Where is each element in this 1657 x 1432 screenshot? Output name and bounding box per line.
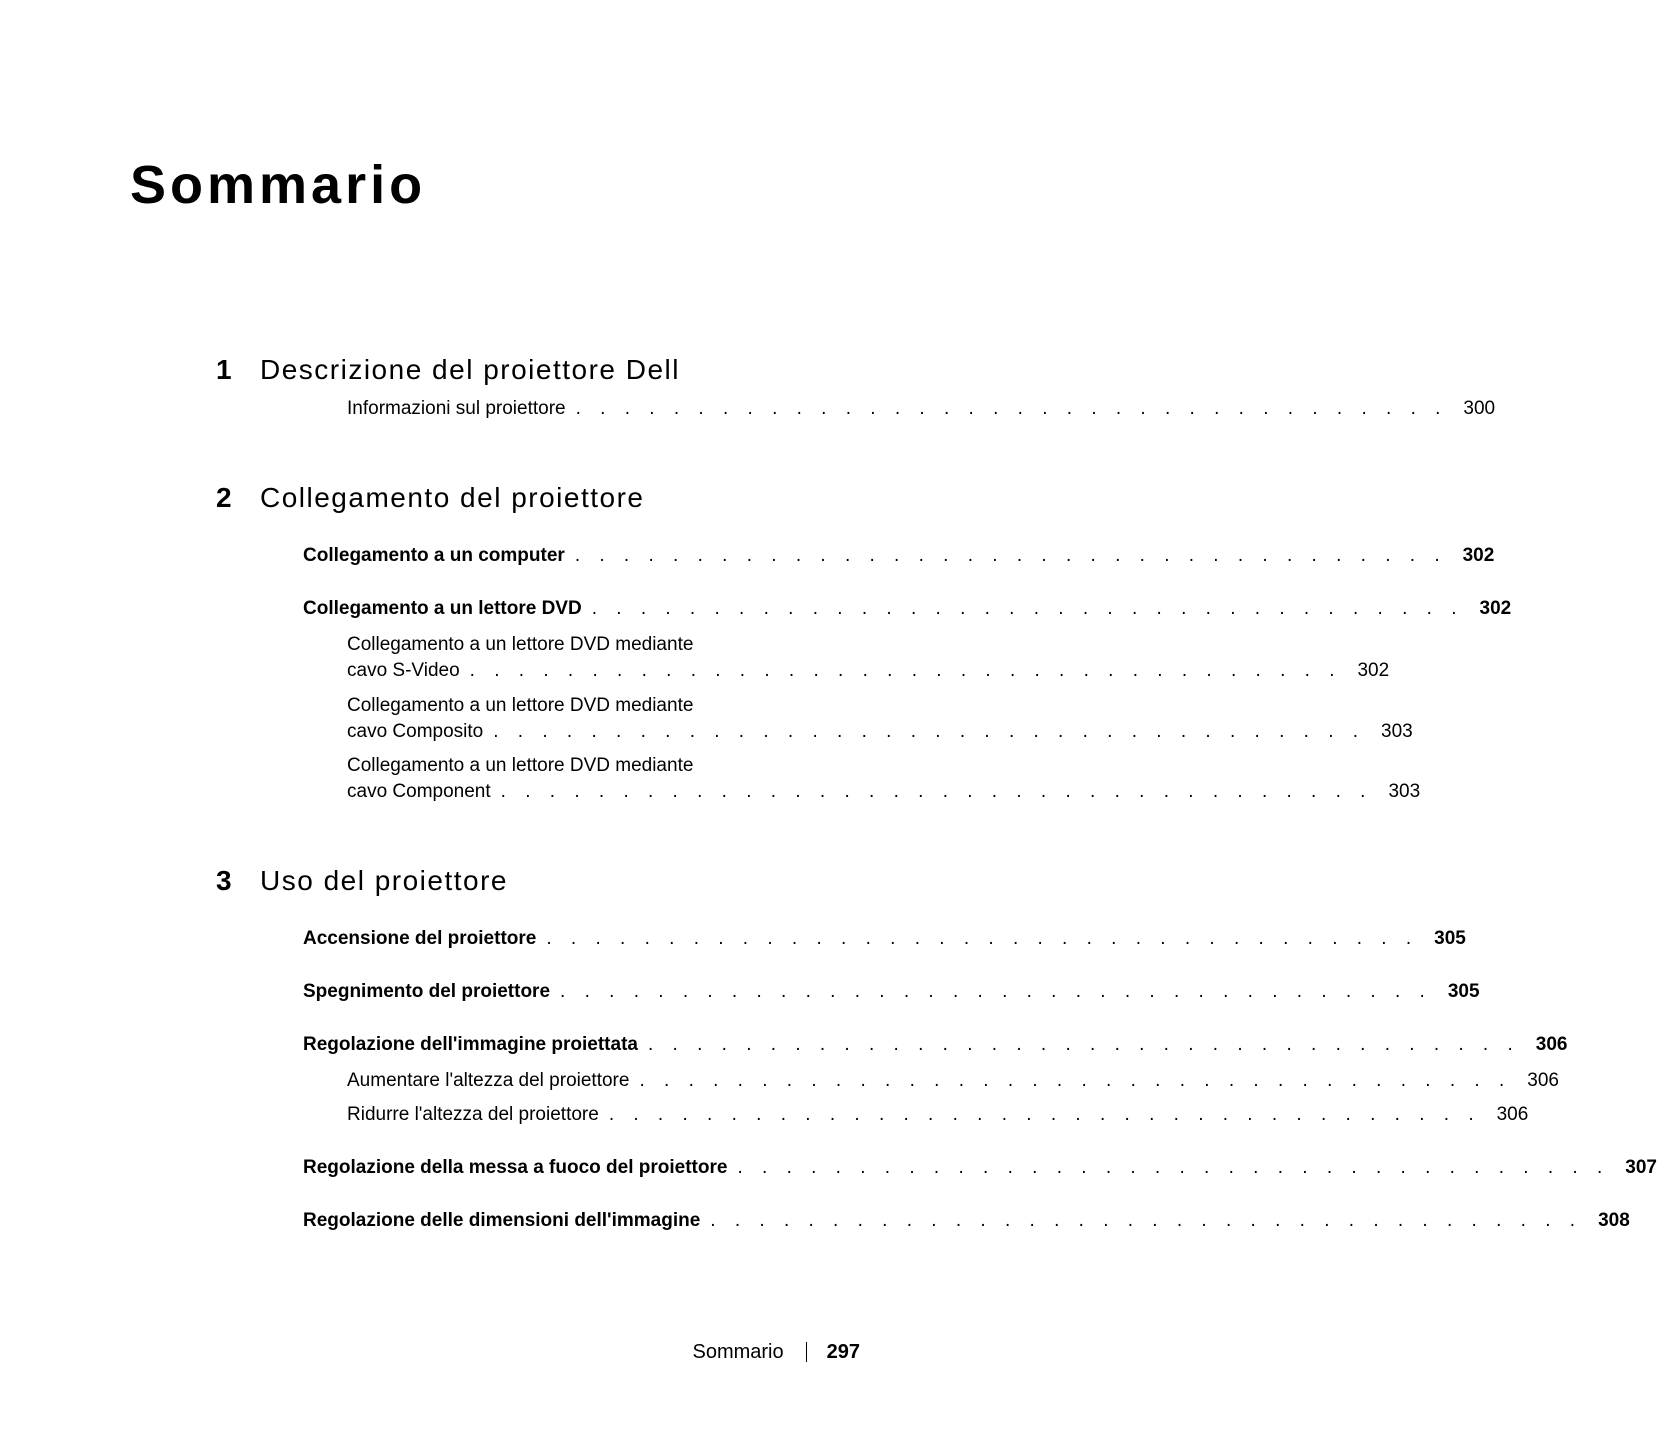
toc-entry[interactable] bbox=[303, 979, 1480, 1005]
footer-divider bbox=[806, 1342, 807, 1362]
footer-page-number: 297 bbox=[826, 1341, 860, 1363]
toc-entry-page: 302 bbox=[1462, 545, 1495, 566]
toc-entry[interactable] bbox=[303, 1155, 1657, 1181]
chapter-title: Descrizione del proiettore Dell bbox=[260, 354, 681, 385]
toc-entry-page: 303 bbox=[1381, 721, 1413, 742]
toc-entry-page: 300 bbox=[1463, 398, 1496, 419]
toc-entry[interactable] bbox=[347, 693, 1413, 745]
toc-entry-page: 305 bbox=[1447, 981, 1480, 1002]
toc-entry-text: Regolazione delle dimensioni dell'immagine bbox=[303, 1210, 701, 1231]
toc-entry-text: cavo Component bbox=[347, 781, 491, 802]
page-title: Sommario bbox=[130, 155, 427, 215]
dot-leader: . . . . . . . . . . . . . . . . . . . . . . . . . . . . . . . . . . . . bbox=[493, 721, 1366, 742]
dot-leader: . . . . . . . . . . . . . . . . . . . . . . . . . . . . . . . . . . . . bbox=[500, 781, 1373, 802]
toc-entry-text: Informazioni sul proiettore bbox=[347, 398, 566, 419]
toc-entry-page: 302 bbox=[1357, 660, 1390, 681]
toc-entry[interactable] bbox=[303, 596, 1512, 622]
toc-entry-text: Aumentare l'altezza del proiettore bbox=[347, 1070, 630, 1091]
chapter-number: 3 bbox=[216, 865, 232, 896]
page-footer bbox=[692, 1338, 860, 1366]
toc-entry-text-line1: Collegamento a un lettore DVD mediante bbox=[347, 755, 694, 776]
chapter-number: 2 bbox=[216, 482, 232, 513]
toc-entry[interactable] bbox=[347, 1102, 1529, 1128]
chapter-number: 1 bbox=[216, 354, 232, 385]
dot-leader: . . . . . . . . . . . . . . . . . . . . . . . . . . . . . . . . . . . . bbox=[608, 1104, 1481, 1125]
dot-leader: . . . . . . . . . . . . . . . . . . . . . . . . . . . . . . . . . . . . bbox=[574, 545, 1447, 566]
toc-entry[interactable] bbox=[303, 543, 1495, 569]
toc-entry-text: Collegamento a un computer bbox=[303, 545, 565, 566]
dot-leader: . . . . . . . . . . . . . . . . . . . . . . . . . . . . . . . . . . . . bbox=[710, 1210, 1583, 1231]
toc-entry-text: Spegnimento del proiettore bbox=[303, 981, 551, 1002]
toc-entry-page: 307 bbox=[1625, 1157, 1657, 1178]
toc-entry-page: 306 bbox=[1527, 1070, 1559, 1091]
toc-entry-text: cavo Composito bbox=[347, 721, 484, 742]
toc-entry-page: 302 bbox=[1479, 598, 1512, 619]
toc-entry[interactable] bbox=[347, 1068, 1559, 1094]
toc-entry-text: Regolazione dell'immagine proiettata bbox=[303, 1034, 638, 1055]
toc-entry-text: Ridurre l'altezza del proiettore bbox=[347, 1104, 599, 1125]
dot-leader: . . . . . . . . . . . . . . . . . . . . . . . . . . . . . . . . . . . . bbox=[639, 1070, 1512, 1091]
toc-entry-text-line1: Collegamento a un lettore DVD mediante bbox=[347, 695, 694, 716]
dot-leader: . . . . . . . . . . . . . . . . . . . . . . . . . . . . . . . . . . . . bbox=[469, 660, 1342, 681]
dot-leader: . . . . . . . . . . . . . . . . . . . . . . . . . . . . . . . . . . . . bbox=[560, 981, 1432, 1002]
chapter-title: Collegamento del proiettore bbox=[260, 482, 645, 513]
toc-entry[interactable] bbox=[347, 396, 1496, 422]
toc-entry-text-line1: Collegamento a un lettore DVD mediante bbox=[347, 634, 694, 655]
toc-entry[interactable] bbox=[303, 926, 1466, 952]
chapter-title: Uso del proiettore bbox=[260, 865, 509, 896]
toc-entry-page: 305 bbox=[1434, 928, 1466, 949]
toc-entry[interactable] bbox=[303, 1032, 1568, 1058]
toc-entry[interactable] bbox=[347, 753, 1421, 805]
toc-entry-page: 306 bbox=[1535, 1034, 1568, 1055]
dot-leader: . . . . . . . . . . . . . . . . . . . . . . . . . . . . . . . . . . . . bbox=[591, 598, 1464, 619]
toc-entry-text: Regolazione della messa a fuoco del proiettore bbox=[303, 1157, 728, 1178]
dot-leader: . . . . . . . . . . . . . . . . . . . . . . . . . . . . . . . . . . . . bbox=[737, 1157, 1610, 1178]
toc-entry-page: 306 bbox=[1496, 1104, 1529, 1125]
dot-leader: . . . . . . . . . . . . . . . . . . . . . . . . . . . . . . . . . . . . bbox=[575, 398, 1448, 419]
toc-entry-text: Accensione del proiettore bbox=[303, 928, 537, 949]
dot-leader: . . . . . . . . . . . . . . . . . . . . . . . . . . . . . . . . . . . . bbox=[546, 928, 1419, 949]
toc-entry-text: Collegamento a un lettore DVD bbox=[303, 598, 582, 619]
toc-entry[interactable] bbox=[347, 632, 1390, 684]
dot-leader: . . . . . . . . . . . . . . . . . . . . . . . . . . . . . . . . . . . . bbox=[647, 1034, 1520, 1055]
toc-entry-page: 308 bbox=[1598, 1210, 1630, 1231]
toc-entry-page: 303 bbox=[1388, 781, 1421, 802]
footer-section: Sommario bbox=[692, 1341, 784, 1363]
toc-entry[interactable] bbox=[303, 1208, 1630, 1234]
toc-entry-text: cavo S-Video bbox=[347, 660, 460, 681]
